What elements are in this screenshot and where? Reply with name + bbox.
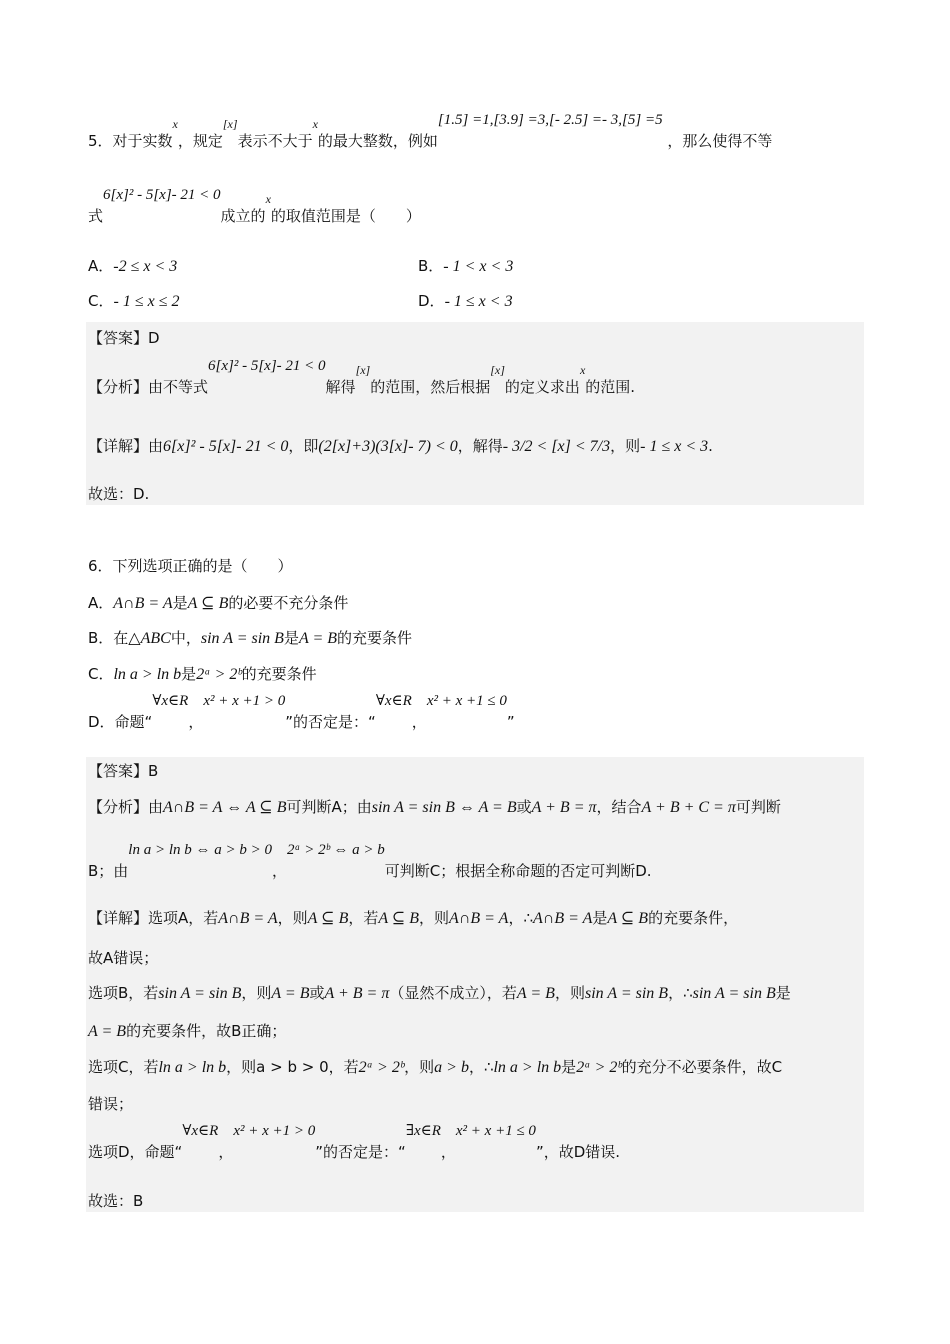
text-segment: 的必要不充分条件 — [228, 594, 349, 612]
text-segment: ，∴ — [508, 909, 533, 927]
q6-line — [88, 982, 791, 1005]
math-expression: x — [579, 363, 586, 377]
q5-line — [418, 255, 513, 278]
text-segment: ”，故D错误. — [535, 1143, 621, 1161]
math-expression: x² + x +1 > 0 — [233, 1123, 316, 1139]
text-segment: ，若 — [348, 909, 379, 927]
text-segment: 【详解】由 — [88, 437, 164, 455]
text-segment: ”的否定是：“ — [285, 713, 376, 731]
text-segment: 或 — [309, 984, 325, 1002]
text-segment: 5．对于实数 — [88, 132, 173, 150]
text-segment: ， — [440, 1143, 456, 1161]
text-segment: 可判断 — [735, 798, 781, 816]
math-expression: - 1 < x < 3 — [443, 258, 514, 275]
math-expression: a > b — [434, 1059, 469, 1076]
text-segment: 的范围，然后根据 — [370, 378, 491, 396]
math-expression: A ⊆ B — [378, 910, 420, 927]
text-segment: 是 — [592, 909, 608, 927]
text-segment: ，解得 — [457, 437, 503, 455]
q6-line — [88, 842, 652, 883]
text-segment: ，则 — [554, 984, 585, 1002]
text-segment: 可判断A；由 — [286, 798, 372, 816]
math-expression: ∀x∈R — [375, 693, 412, 709]
math-expression: A∩B = A — [532, 910, 593, 927]
q5-line — [88, 435, 713, 458]
math-expression: x² + x +1 ≤ 0 — [426, 693, 507, 709]
math-expression: ∀x∈R — [182, 1123, 219, 1139]
text-segment: （显然不成立），若 — [389, 984, 517, 1002]
math-expression: sin A = sin B — [200, 630, 284, 647]
math-expression: sin A = sin B — [692, 985, 776, 1002]
text-segment: ， — [411, 713, 427, 731]
text-segment: 是 — [775, 984, 791, 1002]
math-expression: ∃x∈R — [405, 1123, 441, 1139]
q6-line — [88, 592, 348, 615]
math-expression: ln a > ln b — [113, 666, 182, 683]
math-expression: ln a > ln b — [158, 1059, 227, 1076]
text-segment: 选项D，命题“ — [88, 1143, 183, 1161]
text-segment: ，则 — [277, 909, 308, 927]
text-segment: 选项C，若 — [88, 1058, 159, 1076]
math-expression: A ⊆ B — [607, 910, 649, 927]
text-segment: 是 — [172, 594, 188, 612]
math-expression: (2[x]+3)(3[x]- 7) < 0 — [318, 438, 458, 455]
math-expression: x² + x +1 ≤ 0 — [455, 1123, 536, 1139]
text-segment: ，规定 — [177, 132, 223, 150]
text-segment: 或 — [516, 798, 532, 816]
text-segment: ，则 — [419, 909, 450, 927]
q5-line — [88, 187, 421, 228]
q6-line — [88, 1020, 286, 1043]
math-expression: ∀x∈R — [152, 693, 189, 709]
text-segment: ，即 — [288, 437, 319, 455]
math-expression: 2ᵃ > 2ᵇ ⇔ a > b — [287, 842, 385, 858]
q6-line — [88, 555, 293, 577]
math-expression: x — [172, 117, 178, 131]
math-expression: A + B + C = π — [641, 799, 736, 816]
q5-line — [88, 290, 179, 313]
math-expression: 2ᵃ > 2ᵇ — [576, 1059, 622, 1076]
text-segment: 【答案】D — [88, 329, 160, 347]
text-segment: C． — [88, 292, 114, 310]
math-expression: A + B = π — [531, 799, 597, 816]
math-expression: 6[x]² - 5[x]- 21 < 0 — [208, 358, 326, 374]
text-segment: ，则 — [610, 437, 641, 455]
text-segment: 的充分不必要条件，故C — [621, 1058, 783, 1076]
text-segment: 故选：D. — [88, 485, 150, 503]
text-segment: 的充要条件 — [337, 629, 413, 647]
math-expression: - 1 ≤ x < 3 — [444, 293, 513, 310]
text-segment: 选项B，若 — [88, 984, 159, 1002]
text-segment: 的充要条件， — [648, 909, 739, 927]
text-segment: C． — [88, 665, 114, 683]
q6-line — [88, 1056, 782, 1079]
text-segment: A． — [88, 594, 114, 612]
text-segment: B．在 — [88, 629, 129, 647]
text-segment: ，则 — [241, 984, 272, 1002]
math-expression: A∩B = A — [449, 910, 509, 927]
math-expression: A = B — [516, 985, 555, 1002]
q5-line — [88, 358, 636, 399]
text-segment: D． — [418, 292, 445, 310]
q6-line — [88, 663, 317, 686]
math-expression: ln a > ln b ⇔ a > b > 0 — [128, 842, 272, 858]
text-segment: 的取值范围是（ ） — [270, 207, 421, 225]
math-expression: A∩B = A — [113, 595, 173, 612]
math-expression: - 3/2 < [x] < 7/3 — [502, 438, 611, 455]
math-expression: -2 ≤ x < 3 — [113, 258, 178, 275]
q6-line — [88, 907, 738, 930]
q5-line — [88, 483, 149, 505]
q5-line — [88, 327, 160, 349]
math-expression: A = B — [88, 1023, 127, 1040]
math-expression: 6[x]² - 5[x]- 21 < 0 — [163, 438, 289, 455]
math-expression: - 1 ≤ x < 3 — [640, 438, 709, 455]
text-segment: 是 — [283, 629, 299, 647]
text-segment: ，那么使得不等 — [662, 132, 773, 150]
text-segment: ，∴ — [668, 984, 693, 1002]
math-expression: sin A = sin B — [584, 985, 669, 1002]
q5-line — [88, 112, 773, 153]
math-expression: △ABC — [128, 630, 171, 647]
text-segment: ，则a > b > 0，若 — [226, 1058, 359, 1076]
text-segment: 是 — [181, 665, 197, 683]
math-expression: [1.5] =1,[3.9] =3,[- 2.5] =- 3,[5] =5 — [437, 112, 663, 128]
text-segment: 故A错误； — [88, 949, 159, 967]
math-expression: A = B — [298, 630, 338, 647]
math-expression: A ⊆ B — [307, 910, 349, 927]
text-segment: 式 — [88, 207, 104, 225]
q6-line — [88, 760, 158, 782]
math-expression: 2ᵃ > 2ᵇ — [358, 1059, 405, 1076]
text-segment: ， — [188, 713, 204, 731]
text-segment: 【分析】由 — [88, 798, 164, 816]
math-expression: [x] — [490, 363, 505, 377]
text-segment: 6．下列选项正确的是（ ） — [88, 557, 293, 575]
text-segment: 的定义求出 — [504, 378, 580, 396]
math-expression: x — [312, 117, 318, 131]
q6-line — [88, 796, 781, 819]
text-segment: ，结合 — [596, 798, 642, 816]
text-segment: B． — [418, 257, 444, 275]
text-segment: . — [708, 437, 713, 455]
q5-line — [418, 290, 513, 313]
text-segment: D．命题“ — [88, 713, 153, 731]
text-segment: 中， — [170, 629, 201, 647]
text-segment: 可判断C；根据全称命题的否定可判断D. — [384, 862, 652, 880]
text-segment: 【分析】由不等式 — [88, 378, 209, 396]
math-expression: A∩B = A — [218, 910, 278, 927]
q6-line — [88, 947, 158, 969]
text-segment: 的范围. — [585, 378, 636, 396]
math-expression: sin A = sin B — [158, 985, 242, 1002]
text-segment: 错误； — [88, 1095, 134, 1113]
math-expression: x — [265, 192, 271, 206]
text-segment: B；由 — [88, 862, 129, 880]
math-expression: 6[x]² - 5[x]- 21 < 0 — [103, 187, 221, 203]
math-expression: A ⊆ B — [187, 595, 229, 612]
q6-line — [88, 693, 515, 734]
q6-line — [88, 1093, 133, 1115]
math-expression: 2ᵃ > 2ᵇ — [196, 666, 242, 683]
text-segment: 表示不大于 — [237, 132, 313, 150]
math-expression: [x] — [355, 363, 371, 377]
math-expression: A∩B = A ⇔ A ⊆ B — [163, 799, 287, 816]
math-expression: sin A = sin B ⇔ A = B — [371, 799, 517, 816]
text-segment: 解得 — [325, 378, 356, 396]
text-segment: 是 — [561, 1058, 577, 1076]
text-segment: 的充要条件，故B正确； — [126, 1022, 287, 1040]
text-segment: 故选：B — [88, 1192, 144, 1210]
text-segment: 【答案】B — [88, 762, 159, 780]
q5-solution-box — [86, 322, 864, 505]
math-expression: [x] — [222, 117, 238, 131]
math-expression: A + B = π — [324, 985, 390, 1002]
text-segment: ”的否定是：“ — [315, 1143, 406, 1161]
text-segment: 的充要条件 — [241, 665, 317, 683]
text-segment: A． — [88, 257, 114, 275]
text-segment: 成立的 — [220, 207, 266, 225]
q6-line — [88, 1123, 621, 1164]
q5-line — [88, 255, 177, 278]
math-expression: x² + x +1 > 0 — [203, 693, 286, 709]
text-segment: ， — [218, 1143, 234, 1161]
text-segment: ” — [506, 713, 515, 731]
text-segment: 的最大整数，例如 — [317, 132, 438, 150]
text-segment: ，则 — [404, 1058, 435, 1076]
math-expression: - 1 ≤ x ≤ 2 — [113, 293, 180, 310]
math-expression: ln a > ln b — [493, 1059, 562, 1076]
math-expression: A = B — [271, 985, 310, 1002]
q6-line — [88, 1190, 143, 1212]
text-segment: ，∴ — [468, 1058, 494, 1076]
q6-line — [88, 627, 412, 650]
text-segment: 【详解】选项A，若 — [88, 909, 219, 927]
text-segment: ， — [272, 862, 288, 880]
